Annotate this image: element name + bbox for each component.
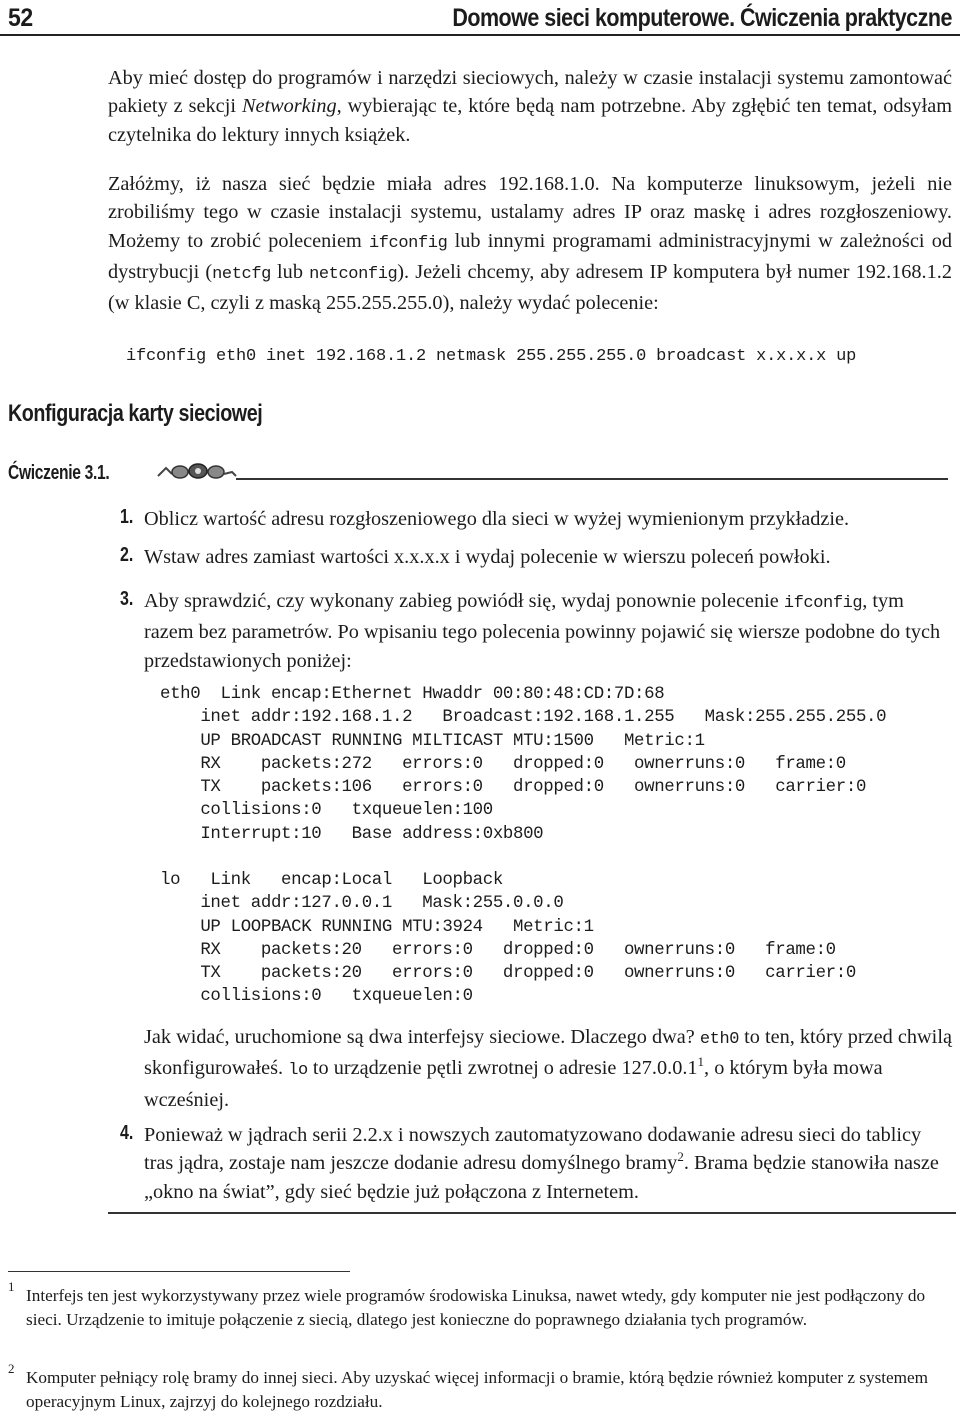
inline-code-netcfg: netcfg bbox=[212, 264, 271, 284]
section-heading: Konfiguracja karty sieciowej bbox=[8, 400, 263, 427]
exercise-icon bbox=[156, 460, 238, 487]
inline-code-lo: lo bbox=[288, 1061, 308, 1081]
step-number: 4. bbox=[120, 1122, 134, 1144]
step-text: Oblicz wartość adresu rozgłoszeniowego dla sieci w wyżej wymienionym przykładzie. bbox=[144, 508, 850, 530]
step-text: Wstaw adres zamiast wartości x.x.x.x i wydaj polecenie w wierszu poleceń powłoki. bbox=[144, 546, 831, 568]
exercise-end-rule bbox=[108, 1212, 956, 1214]
step-text: Aby sprawdzić, czy wykonany zabieg powiódł się, wydaj ponownie polecenie ifconfig, tym razem bez parametrów. Po wpisaniu tego polecenia powinny pojawić się wiersze podobne do tych przedstawionych poniżej: bbox=[144, 590, 941, 672]
inline-code-ifconfig: ifconfig bbox=[368, 233, 448, 253]
networking-italic: Networking bbox=[241, 95, 337, 118]
interfaces-explanation: Jak widać, uruchomione są dwa interfejsy sieciowe. Dlaczego dwa? eth0 to ten, który przed chwilą skonfigurowałeś. lo to urządzenie pętli zwrotnej o adresie 127.0.0.1$^1$, o którym była mowa wcześniej. bbox=[144, 1026, 952, 1111]
footnote-number: 2 bbox=[8, 1361, 15, 1376]
address-paragraph: Załóżmy, iż nasza sieć będzie miała adres 192.168.1.0. Na komputerze linuksowym, jeżeli nie zrobiliśmy tego w czasie instalacji systemu, ustalamy adres IP oraz maskę i adres rozgłoszeniowy. Możemy to zrobić poleceniem ifconfig lub innymi programami administracyjnymi w zależności od dystrybucji (netcfg lub netconfig). Jeżeli chcemy, aby adresem IP komputera był numer 192.168.1.2 (w klasie C, czyli z maską 255.255.255.0), należy wydać polecenie: bbox=[108, 173, 952, 315]
step-text: Ponieważ w jądrach serii 2.2.x i nowszych zautomatyzowano dodawanie adresu sieci do tablicy tras jądra, zostaje nam jeszcze dodanie adresu domyślnego bramy$^2$. Brama będzie stanowiła nasze „okno na świat”, gdy sieć będzie już połączona z Internetem. bbox=[144, 1124, 939, 1203]
inline-code-ifconfig: ifconfig bbox=[783, 594, 863, 613]
intro-paragraph: Aby mieć dostęp do programów i narzędzi sieciowych, należy w czasie instalacji systemu zamontować pakiety z sekcji Networking, wybierając te, które będą nam potrzebne. Aby zgłębić ten temat, odsyłam czytelnika do lektury innych książek. bbox=[108, 67, 952, 146]
ifconfig-command: ifconfig eth0 inet 192.168.1.2 netmask 255.255.255.0 broadcast x.x.x.x up bbox=[126, 347, 857, 366]
footnote-ref: 1 bbox=[697, 1054, 705, 1070]
inline-code-netconfig: netconfig bbox=[309, 264, 398, 284]
exercise-rule bbox=[236, 478, 948, 480]
page-number: 52 bbox=[8, 4, 33, 32]
eth0-output: eth0 Link encap:Ethernet Hwaddr 00:80:48:CD:7D:68 inet addr:192.168.1.2 Broadcast:192.168.1.255 Mask:255.255.255.0 UP BROADCAST RUNNING MILTICAST MTU:1500 Metric:1 RX packets:272 errors:0 dropped:0 ownerruns:0 frame:0 TX packets:106 errors:0 dropped:0 ownerruns:0 carrier:0 collisions:0 txqueuelen:100 Interrupt:10 Base address:0xb800 bbox=[160, 685, 887, 844]
footnote-ref: 2 bbox=[677, 1149, 684, 1165]
step-number: 1. bbox=[120, 506, 134, 528]
step-number: 3. bbox=[120, 588, 134, 610]
footnote-number: 1 bbox=[8, 1279, 15, 1294]
inline-code-eth0: eth0 bbox=[699, 1030, 740, 1049]
exercise-label: Ćwiczenie 3.1. bbox=[8, 462, 110, 484]
running-title: Domowe sieci komputerowe. Ćwiczenia praktyczne bbox=[452, 4, 952, 32]
footnote-text: Interfejs ten jest wykorzystywany przez wiele programów środowiska Linuksa, nawet wtedy, gdy komputer nie jest podłączony do sieci. Urządzenie to imituje połączenie z siecią, dlatego jest konieczne do poprawnego działania tych programów. bbox=[26, 1286, 926, 1330]
footnote-rule bbox=[8, 1271, 350, 1272]
header-rule bbox=[0, 34, 960, 36]
footnote-text: Komputer pełniący rolę bramy do innej sieci. Aby uzyskać więcej informacji o bramie, którą będzie również komputer z systemem operacyjnym Linux, zajrzyj do kolejnego rozdziału. bbox=[26, 1368, 929, 1412]
lo-output: lo Link encap:Local Loopback inet addr:127.0.0.1 Mask:255.0.0.0 UP LOOPBACK RUNNING MTU:3924 Metric:1 RX packets:20 errors:0 dropped:0 ownerruns:0 frame:0 TX packets:20 errors:0 dropped:0 ownerruns:0 carrier:0 collisions:0 txqueuelen:0 bbox=[160, 871, 856, 1007]
step-number: 2. bbox=[120, 544, 134, 566]
